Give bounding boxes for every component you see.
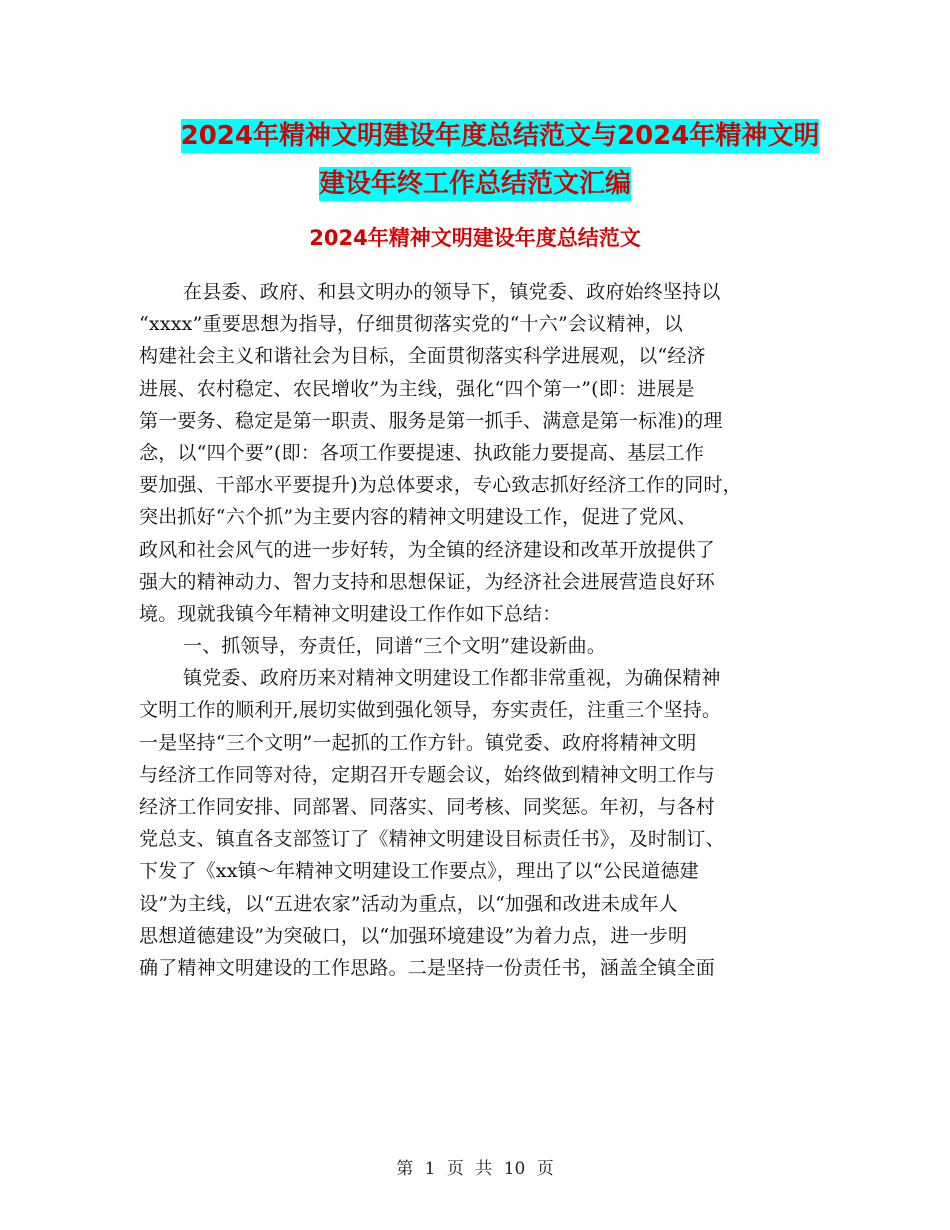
text-line: 政风和社会风气的进一步好转，为全镇的经济建设和改革开放提供了 (139, 538, 716, 561)
text-line: 强大的精神动力、智力支持和思想保证，为经济社会进展营造良好环 (139, 570, 716, 593)
title-line-1-text: 2024年精神文明建设年度总结范文与2024年精神文明 (180, 121, 820, 151)
document-title (0, 112, 950, 208)
section-heading: 一、抓领导，夯责任，同谱“三个文明”建设新曲。 (183, 635, 607, 658)
text-line: 要加强、干部水平要提升)为总体要求，专心致志抓好经济工作的同时， (139, 474, 742, 497)
title-line-2 (0, 160, 950, 208)
text-line: 念，以“四个要”(即：各项工作要提速、执政能力要提高、基层工作 (139, 441, 705, 464)
title-line-2-text: 建设年终工作总结范文汇编 (318, 169, 631, 199)
text-line: 文明工作的顺利开,展切实做到强化领导，夯实责任，注重三个坚持。 (139, 699, 722, 722)
text-line: 设”为主线，以“五进农家”活动为重点，以“加强和改进未成年人 (139, 892, 678, 915)
text-line: 境。现就我镇今年精神文明建设工作作如下总结： (139, 602, 562, 625)
text-line: 下发了《xx镇～年精神文明建设工作要点》，理出了以“公民道德建 (139, 860, 699, 883)
section-title: 2024年精神文明建设年度总结范文 (309, 226, 641, 250)
title-line-1 (0, 112, 950, 160)
text-line: 第一要务、稳定是第一职责、服务是第一抓手、满意是第一标准)的理 (139, 409, 723, 432)
text-line: 确了精神文明建设的工作思路。二是坚持一份责任书，涵盖全镇全面 (139, 956, 716, 979)
text-line: 党总支、镇直各支部签订了《精神文明建设目标责任书》，及时制订、 (139, 828, 725, 851)
text-line: 思想道德建设”为突破口，以“加强环境建设”为着力点，进一步明 (139, 924, 688, 947)
body-text (139, 276, 819, 984)
text-line: 在县委、政府、和县文明办的领导下，镇党委、政府始终坚持以 (183, 281, 721, 303)
text-line: 构建社会主义和谐社会为目标，全面贯彻落实科学进展观，以“经济 (139, 345, 706, 368)
text-line: 一是坚持“三个文明”一起抓的工作方针。镇党委、政府将精神文明 (139, 731, 697, 754)
text-line: “xxxx”重要思想为指导，仔细贯彻落实党的“十六”会议精神，以 (139, 313, 684, 336)
text-line: 进展、农村稳定、农民增收”为主线，强化“四个第一”(即：进展是 (139, 377, 695, 400)
text-line: 与经济工作同等对待，定期召开专题会议，始终做到精神文明工作与 (139, 763, 716, 786)
page-footer: 第 1 页 共 10 页 (396, 1159, 554, 1179)
text-line: 突出抓好“六个抓”为主要内容的精神文明建设工作，促进了党风、 (139, 506, 697, 529)
text-line: 经济工作同安排、同部署、同落实、同考核、同奖惩。年初，与各村 (139, 796, 716, 818)
text-line: 镇党委、政府历来对精神文明建设工作都非常重视，为确保精神 (183, 667, 721, 690)
